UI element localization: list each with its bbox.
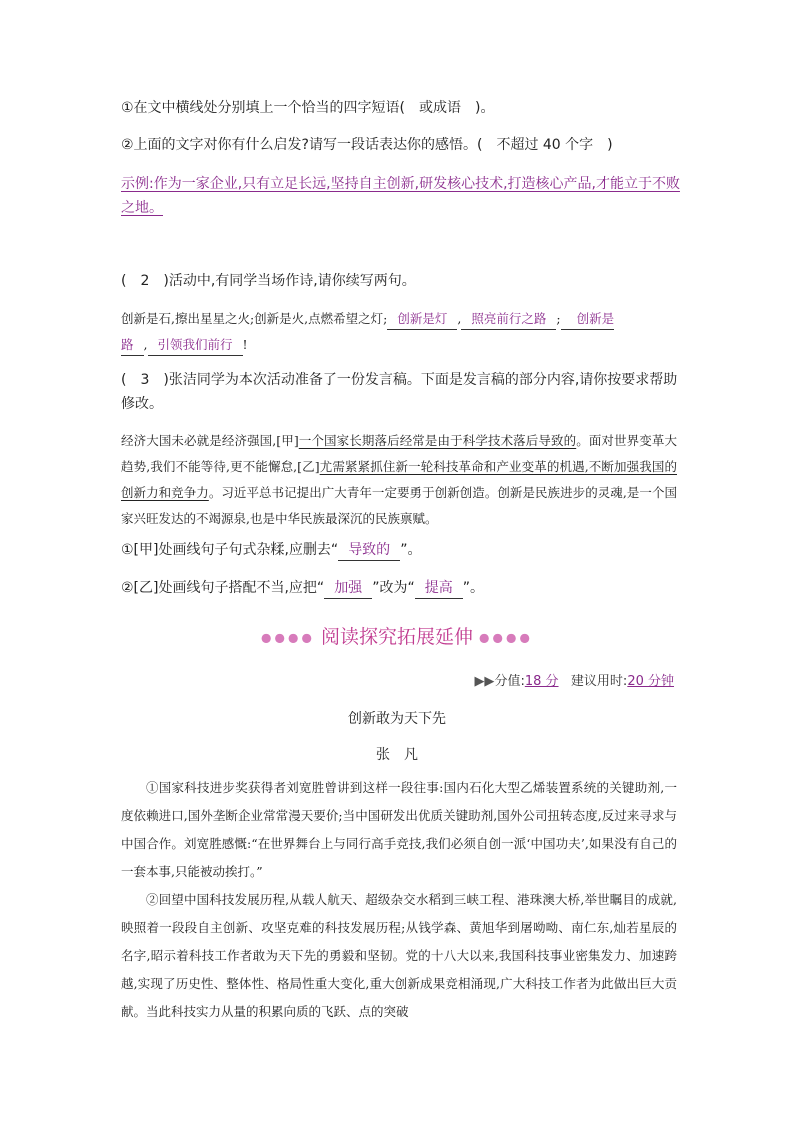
poem-blank-2: 照亮前行之路	[461, 309, 556, 330]
poem-blank-1: 创新是灯	[387, 309, 457, 330]
question-2: ②上面的文字对你有什么启发?请写一段话表达你的感悟。( 不超过 40 个字 )	[121, 137, 613, 153]
poem-answer	[121, 306, 677, 358]
answer-blank: 加强	[324, 578, 372, 599]
poem-blank-4: 路	[121, 335, 144, 356]
answer-blank: 提高	[415, 578, 463, 599]
poem-separator: ,	[143, 337, 148, 352]
section-title: 阅读探究拓展延伸	[320, 626, 473, 648]
passage-text: 。习近平总书记提出广大青年一定要勇于创新创造。创新是民族进步的灵魂,是一个国家兴旺发达的不竭源泉,也是中华民族最深沉的民族禀赋。	[121, 485, 677, 526]
score-time-info	[474, 670, 674, 689]
poem-blank-5: 引领我们前行	[148, 335, 243, 356]
answer-blank: 导致的	[338, 540, 400, 561]
sub-question-text: ”。	[462, 580, 484, 596]
poem-end: !	[242, 337, 248, 352]
passage-text: 经济大国未必就是经济强国,[甲]	[121, 433, 299, 448]
score-label: 分值:	[494, 674, 525, 689]
underlined-sentence-jia: 一个国家长期落后经常是由于科学技术落后导致的	[298, 433, 577, 448]
poem-separator: ,	[457, 311, 462, 326]
section-banner	[0, 622, 794, 649]
example-answer-line1: 示例:作为一家企业,只有立足长远,坚持自主创新,研发核心技术,打造核心产品,才能立于不败	[121, 176, 680, 192]
article-author: 张 凡	[376, 747, 418, 763]
sub-question-1	[121, 538, 421, 562]
poem-prefix: 创新是石,擦出星星之火;创新是火,点燃希望之灯;	[121, 311, 388, 326]
score-value: 18 分	[524, 674, 559, 689]
paragraph-1: ①国家科技进步奖获得者刘宽胜曾讲到这样一段往事:国内石化大型乙烯装置系统的关键助剂,一度依赖进口,国外垄断企业常常漫天要价;当中国研发出优质关键助剂,国外公司扭转态度,反过来寻求与中国合作。刘宽胜感慨:“在世界舞台上与同行高手竞技,我们必须自创一派‘中国功夫’,如果没有自己的一套本事,只能被动挨打。”	[121, 780, 677, 879]
decorative-dots: ●●●●	[479, 630, 533, 645]
sub-question-text: ②[乙]处画线句子搭配不当,应把“	[121, 580, 325, 596]
time-value: 20 分钟	[627, 674, 674, 689]
sub-question-2	[121, 576, 484, 600]
article-title: 创新敢为天下先	[348, 711, 446, 727]
arrow-icon: ▶▶	[474, 674, 495, 689]
decorative-dots: ●●●●	[261, 630, 315, 645]
sub-question-text: ①[甲]处画线句子句式杂糅,应删去“	[121, 542, 339, 558]
sub-question-text: ”。	[400, 542, 422, 558]
example-answer-line2: 之地。	[121, 200, 163, 216]
paragraph-2: ②回望中国科技发展历程,从载人航天、超级杂交水稻到三峡工程、港珠澳大桥,举世瞩目的成就,映照着一段段自主创新、攻坚克难的科技发展历程;从钱学森、黄旭华到屠呦呦、南仁东,灿若星辰的名字,昭示着科技工作者敢为天下先的勇毅和坚韧。党的十八大以来,我国科技事业密集发力、加速跨越,实现了历史性、整体性、格局性重大变化,重大创新成果竞相涌现,广大科技工作者为此做出巨大贡献。当此科技实力从量的积累向质的飞跃、点的突破	[121, 892, 677, 1019]
part-3-question-line1: ( 3 )张洁同学为本次活动准备了一份发言稿。下面是发言稿的部分内容,请你按要求帮助	[121, 372, 678, 388]
passage-text: 。面对世界变革大趋势,我们不能等待,更不能懈怠,[乙]	[121, 433, 677, 474]
poem-separator: ;	[556, 311, 561, 326]
underlined-sentence-yi: 尤需紧紧抓住新一轮科技革命和产业变革的机遇,不断加强我国的创新力和竞争力	[121, 459, 677, 500]
poem-blank-3: 创新是	[561, 309, 615, 330]
time-label: 建议用时:	[570, 674, 628, 689]
sub-question-text: ”改为“	[372, 580, 415, 596]
speech-passage	[121, 428, 677, 532]
question-1: ①在文中横线处分别填上一个恰当的四字短语( 或成语 )。	[121, 100, 495, 116]
part-2-question: ( 2 )活动中,有同学当场作诗,请你续写两句。	[121, 273, 416, 289]
part-3-question-line2: 修改。	[121, 396, 163, 412]
